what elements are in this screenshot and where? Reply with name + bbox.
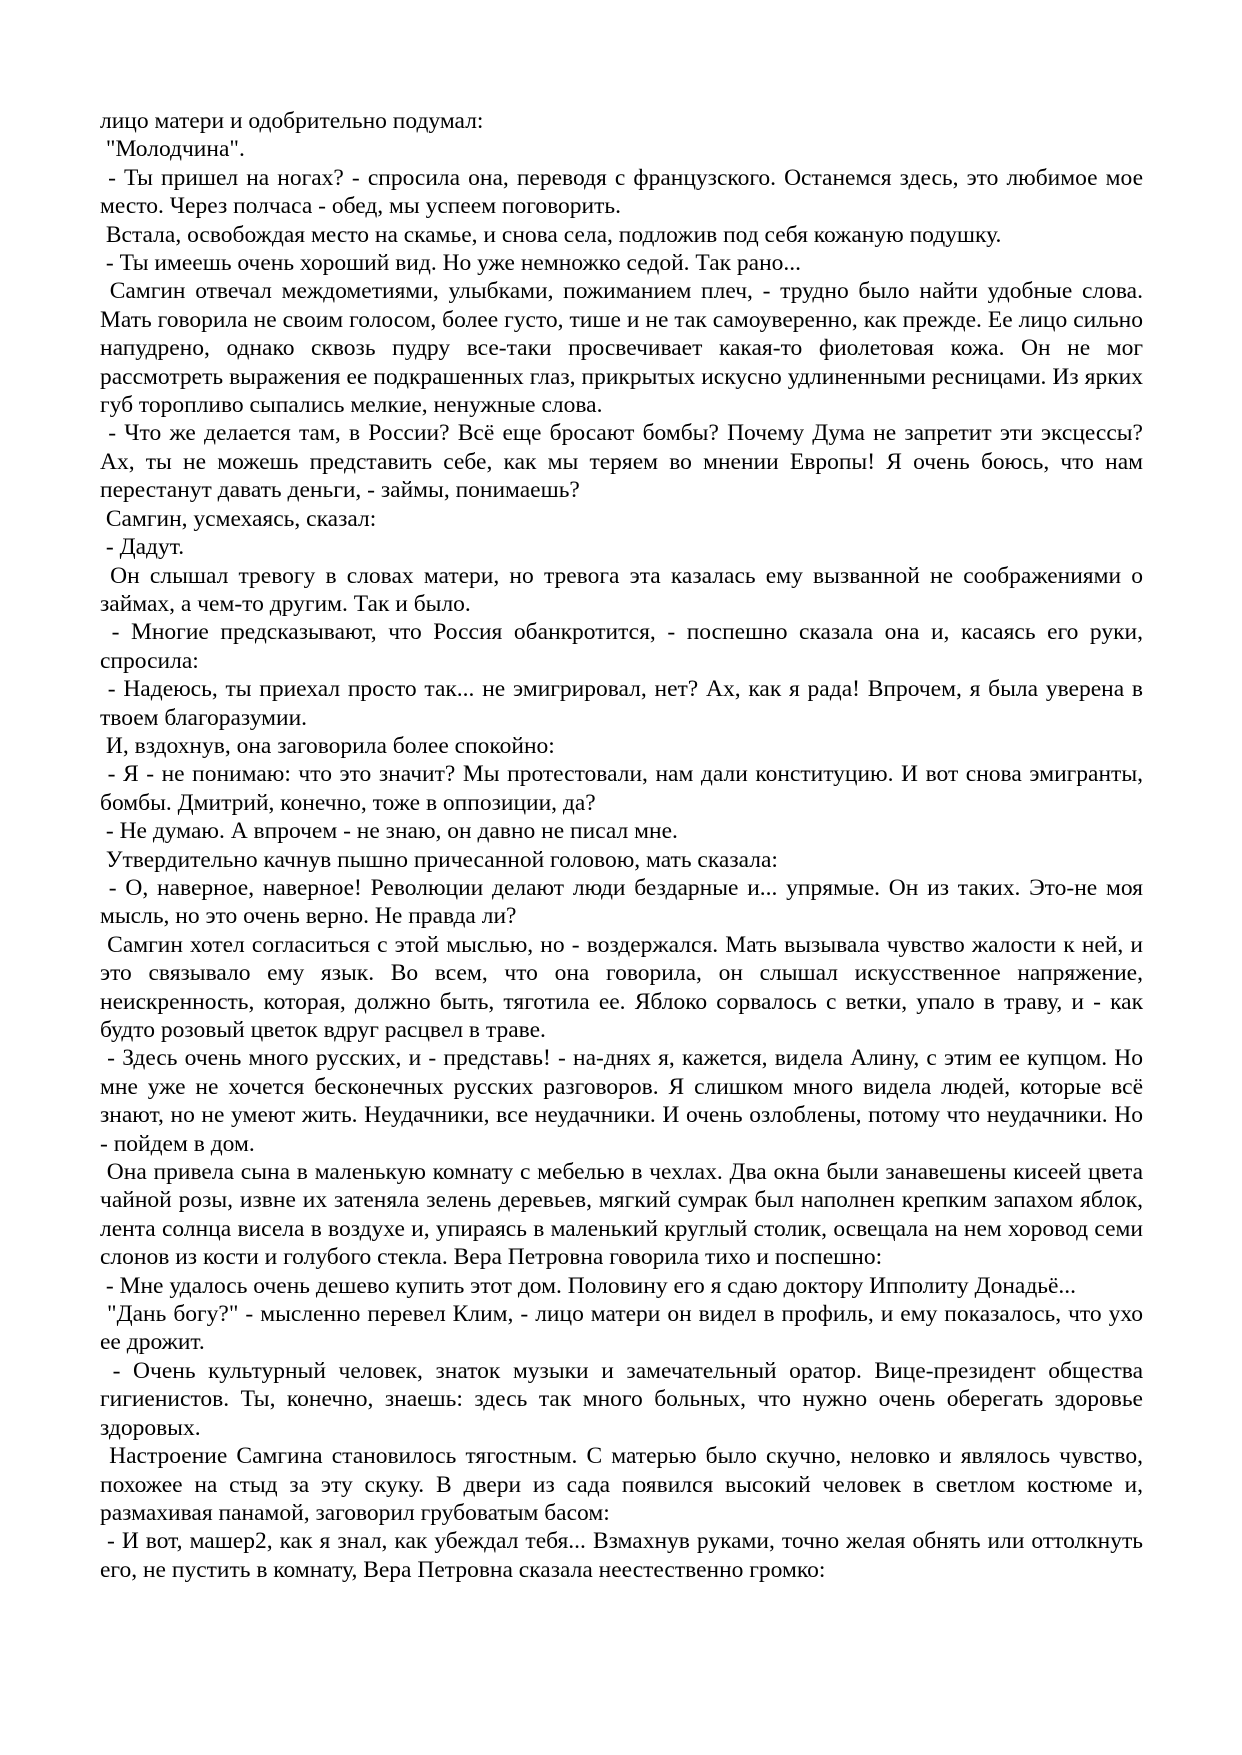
text-paragraph: - Дадут. bbox=[100, 534, 185, 561]
text-paragraph: - Что же делается там, в России? Всё еще бросают бомбы? Почему Дума не запретит эти эксцессы? Ах, ты не можешь представить себе, как мы теряем во мнении Европы! Я очень боюсь, что нам перестанут давать деньги, - займы, понимаешь? bbox=[100, 420, 1143, 504]
text-paragraph: Самгин, усмехаясь, сказал: bbox=[100, 505, 377, 532]
text-paragraph: - Ты имеешь очень хороший вид. Но уже немножко седой. Так рано... bbox=[100, 250, 802, 277]
text-paragraph: "Дань богу?" - мысленно перевел Клим, - лицо матери он видел в профиль, и ему показалось, что ухо ее дрожит. bbox=[100, 1301, 1143, 1356]
text-paragraph: Он слышал тревогу в словах матери, но тревога эта казалась ему вызванной не соображениями о займах, а чем-то другим. Так и было. bbox=[100, 562, 1143, 617]
text-paragraph: Самгин хотел согласиться с этой мыслью, но - воздержался. Мать вызывала чувство жалости к ней, и это связывало ему язык. Во всем, что она говорила, он слышал искусственное напряжение, неискренность, которая, должно быть, тяготила ее. Яблоко сорвалось с ветки, упало в траву, и - как будто розовый цветок вдруг расцвел в траве. bbox=[100, 931, 1143, 1043]
text-paragraph: И, вздохнув, она заговорила более спокойно: bbox=[100, 732, 555, 759]
text-paragraph: Настроение Самгина становилось тягостным. С матерью было скучно, неловко и являлось чувство, похожее на стыд за эту скуку. В двери из сада появился высокий человек в светлом костюме и, размахивая панамой, заговорил грубоватым басом: bbox=[100, 1443, 1143, 1526]
text-paragraph: Встала, освобождая место на скамье, и снова села, подложив под себя кожаную подушку. bbox=[100, 221, 1002, 248]
text-paragraph: - Многие предсказывают, что Россия обанкротится, - поспешно сказала она и, касаясь его руки, спросила: bbox=[100, 619, 1143, 674]
text-paragraph: - Не думаю. А впрочем - не знаю, он давно не писал мне. bbox=[100, 818, 678, 845]
text-paragraph: - Я - не понимаю: что это значит? Мы протестовали, нам дали конституцию. И вот снова эмигранты, бомбы. Дмитрий, конечно, тоже в оппозиции, да? bbox=[100, 761, 1143, 816]
text-paragraph: - О, наверное, наверное! Революции делают люди бездарные и... упрямые. Он из таких. Это-не моя мысль, но это очень верно. Не правда ли? bbox=[100, 874, 1143, 930]
document-page bbox=[100, 107, 1143, 1584]
text-paragraph: Самгин отвечал междометиями, улыбками, пожиманием плеч, - трудно было найти удобные слова. Мать говорила не своим голосом, более густо, тише и не так самоуверенно, как прежде. Ее лицо сильно напудрено, однако сквозь пудру все-таки просвечивает какая-то фиолетовая кожа. Он не мог рассмотреть выражения ее подкрашенных глаз, прикрытых искусно удлиненными ресницами. Из ярких губ торопливо сыпались мелкие, ненужные слова. bbox=[100, 278, 1143, 419]
text-paragraph: - Ты пришел на ногах? - спросила она, переводя с французского. Останемся здесь, это любимое мое место. Через полчаса - обед, мы успеем поговорить. bbox=[100, 164, 1143, 220]
text-paragraph: - Мне удалось очень дешево купить этот дом. Половину его я сдаю доктору Ипполиту Донадьё... bbox=[100, 1272, 1077, 1299]
text-paragraph: лицо матери и одобрительно подумал: bbox=[100, 108, 484, 134]
text-paragraph: - И вот, машер2, как я знал, как убеждал тебя... Взмахнув руками, точно желая обнять или оттолкнуть его, не пустить в комнату, Вера Петровна сказала неестественно громко: bbox=[100, 1528, 1143, 1583]
text-paragraph: - Надеюсь, ты приехал просто так... не эмигрировал, нет? Ах, как я рада! Впрочем, я была уверена в твоем благоразумии. bbox=[100, 676, 1143, 731]
text-paragraph: - Очень культурный человек, знаток музыки и замечательный оратор. Вице-президент общества гигиенистов. Ты, конечно, знаешь: здесь так много больных, что нужно очень оберегать здоровье здоровых. bbox=[100, 1357, 1143, 1441]
text-paragraph: Она привела сына в маленькую комнату с мебелью в чехлах. Два окна были занавешены кисеей цвета чайной розы, извне их затеняла зелень деревьев, мягкий сумрак был наполнен крепким запахом яблок, лента солнца висела в воздухе и, упираясь в маленький круглый столик, освещала на нем хоровод семи слонов из кости и голубого стекла. Вера Петровна говорила тихо и поспешно: bbox=[100, 1159, 1143, 1271]
text-paragraph: Утвердительно качнув пышно причесанной головою, мать сказала: bbox=[100, 846, 778, 873]
text-paragraph: "Молодчина". bbox=[100, 136, 245, 163]
text-paragraph: - Здесь очень много русских, и - представь! - на-днях я, кажется, видела Алину, с этим ее купцом. Но мне уже не хочется бесконечных русских разговоров. Я слишком много видела людей, которые всё знают, но не умеют жить. Неудачники, все неудачники. И очень озлоблены, потому что неудачники. Но - пойдем в дом. bbox=[100, 1045, 1143, 1157]
